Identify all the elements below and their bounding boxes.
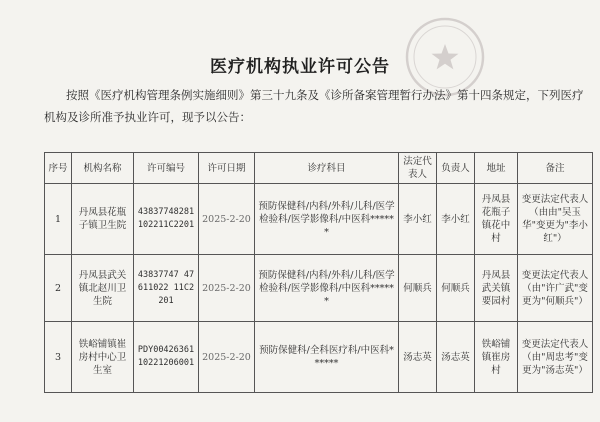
cell-scope: 预防保健科/内科/外科/儿科/医学检验科/医学影像科/中医科****** <box>255 255 399 322</box>
header-legal-rep: 法定代表人 <box>399 153 437 184</box>
cell-head: 汤志英 <box>437 322 475 393</box>
header-name: 机构名称 <box>72 153 134 184</box>
cell-index: 3 <box>45 322 72 393</box>
cell-license: 43837748281 102211C2201 <box>134 184 199 255</box>
cell-legal-rep: 汤志英 <box>399 322 437 393</box>
cell-name: 铁峪铺镇崔房村中心卫生室 <box>72 322 134 393</box>
header-license: 许可编号 <box>134 153 199 184</box>
cell-name: 丹凤县武关镇北赵川卫生院 <box>72 255 134 322</box>
cell-legal-rep: 李小红 <box>399 184 437 255</box>
table-row <box>45 184 593 255</box>
cell-address: 丹凤县武关镇要园村 <box>475 255 518 322</box>
header-address: 地址 <box>475 153 518 184</box>
cell-head: 何顺兵 <box>437 255 475 322</box>
cell-index: 2 <box>45 255 72 322</box>
header-index: 序号 <box>45 153 72 184</box>
cell-name: 丹凤县花瓶子镇卫生院 <box>72 184 134 255</box>
cell-date: 2025-2-20 <box>199 322 255 393</box>
cell-note: 变更法定代表人（由由"吴玉华"变更为"李小红"） <box>518 184 593 255</box>
cell-scope: 预防保健科/全科医疗科/中医科****** <box>255 322 399 393</box>
document-title: 医疗机构执业许可公告 <box>210 57 390 77</box>
cell-note: 变更法定代表人（由"周忠考"变更为"汤志英"） <box>518 322 593 393</box>
table-row <box>45 255 593 322</box>
cell-address: 铁峪铺镇崔房村 <box>475 322 518 393</box>
header-date: 许可日期 <box>199 153 255 184</box>
cell-legal-rep: 何顺兵 <box>399 255 437 322</box>
cell-date: 2025-2-20 <box>199 255 255 322</box>
cell-head: 李小红 <box>437 184 475 255</box>
cell-index: 1 <box>45 184 72 255</box>
table-row <box>45 322 593 393</box>
cell-address: 丹凤县花瓶子镇花中村 <box>475 184 518 255</box>
license-table <box>44 152 593 393</box>
cell-license: PDY00426361 10221206001 <box>134 322 199 393</box>
header-head: 负责人 <box>437 153 475 184</box>
table-header-row <box>45 153 593 184</box>
cell-license: 43837747 47611022 11C2201 <box>134 255 199 322</box>
document-intro: 按照《医疗机构管理条例实施细则》第三十九条及《诊所备案管理暂行办法》第十四条规定，下列医疗机构及诊所准予执业许可，现予以公告： <box>44 88 584 124</box>
header-note: 备注 <box>518 153 593 184</box>
cell-note: 变更法定代表人（由"许广武"变更为"何顺兵"） <box>518 255 593 322</box>
header-scope: 诊疗科目 <box>255 153 399 184</box>
cell-date: 2025-2-20 <box>199 184 255 255</box>
cell-scope: 预防保健科/内科/外科/儿科/医学检验科/医学影像科/中医科****** <box>255 184 399 255</box>
